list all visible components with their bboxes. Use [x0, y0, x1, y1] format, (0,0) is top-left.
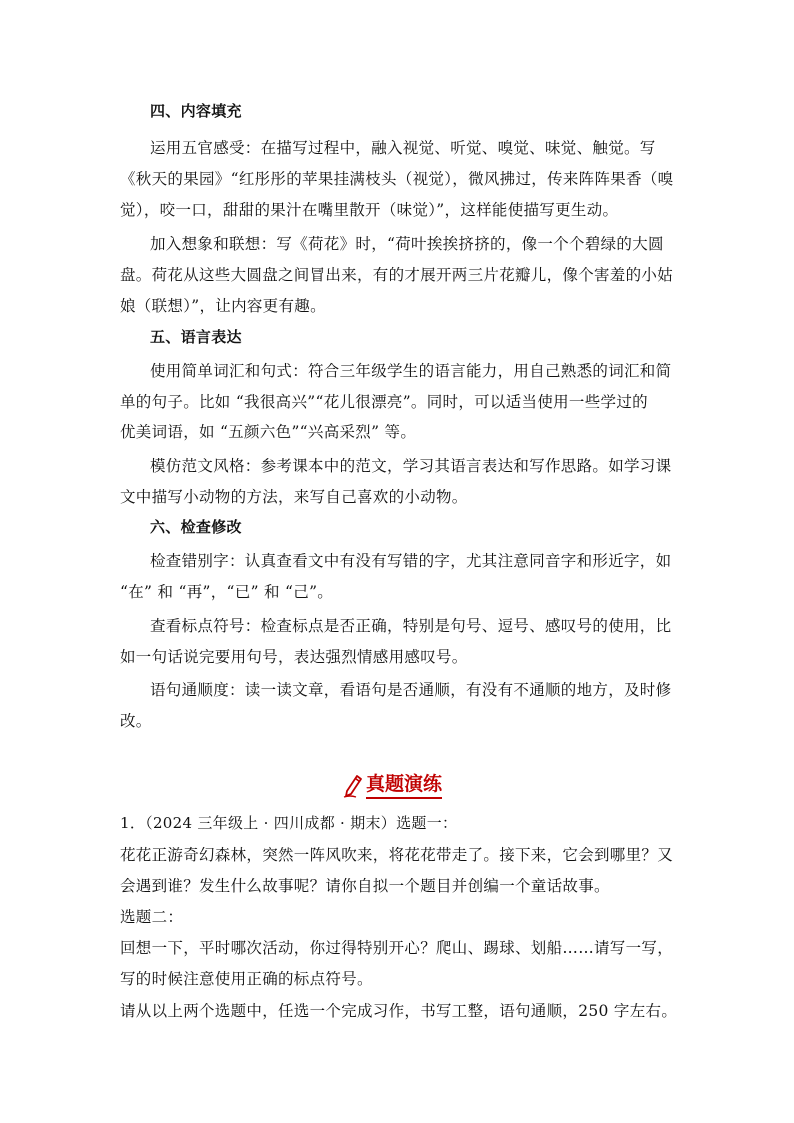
paragraph-line: 检查错别字：认真查看文中有没有写错的字，尤其注意同音字和形近字，如 — [150, 552, 672, 570]
section-heading-content: 四、内容填充 — [150, 102, 242, 120]
question-line: 选题二： — [120, 908, 184, 926]
paragraph-line: 优美词语，如 “五颜六色”“兴高采烈” 等。 — [120, 423, 417, 441]
question-line: 会遇到谁？发生什么故事呢？请你自拟一个题目并创编一个童话故事。 — [120, 877, 610, 895]
pencil-icon — [342, 774, 364, 798]
question-line: 请从以上两个选题中，任选一个完成习作，书写工整，语句通顺，250 字左右。 — [120, 1002, 678, 1020]
question-line: 回想一下，平时哪次活动，你过得特别开心？爬山、踢球、划船……请写一写， — [120, 939, 674, 957]
paragraph-line: 《秋天的果园》“红彤彤的苹果挂满枝头（视觉），微风拂过，传来阵阵果香（嗅 — [120, 170, 674, 188]
paragraph-line: 查看标点符号：检查标点是否正确，特别是句号、逗号、感叹号的使用，比 — [150, 617, 672, 635]
question-line: 写的时候注意使用正确的标点符号。 — [120, 970, 373, 988]
practice-title — [342, 772, 442, 800]
paragraph-line: 娘（联想）”，让内容更有趣。 — [120, 297, 326, 315]
paragraph-line: 文中描写小动物的方法，来写自己喜欢的小动物。 — [120, 488, 468, 506]
question-line: 花花正游奇幻森林，突然一阵风吹来，将花花带走了。接下来，它会到哪里？又 — [120, 846, 674, 864]
paragraph-line: 语句通顺度：读一读文章，看语句是否通顺，有没有不通顺的地方，及时修 — [150, 681, 672, 699]
paragraph-line: 单的句子。比如 “我很高兴”“花儿很漂亮”。同时，可以适当使用一些学过的 — [120, 393, 648, 411]
practice-title-text: 真题演练 — [366, 772, 442, 799]
paragraph-line: 觉），咬一口，甜甜的果汁在嘴里散开（味觉）”，这样能使描写更生动。 — [120, 201, 619, 219]
question-line: 1．（2024 三年级上 · 四川成都 · 期末）选题一： — [120, 814, 458, 832]
paragraph-line: 使用简单词汇和句式：符合三年级学生的语言能力，用自己熟悉的词汇和简 — [150, 362, 672, 380]
paragraph-line: 改。 — [120, 712, 152, 730]
paragraph-line: 运用五官感受：在描写过程中，融入视觉、听觉、嗅觉、味觉、触觉。写 — [150, 139, 656, 157]
section-heading-language: 五、语言表达 — [150, 328, 242, 346]
paragraph-line: “在” 和 “再”，“已” 和 “己”。 — [120, 583, 334, 601]
paragraph-line: 如一句话说完要用句号，表达强烈情感用感叹号。 — [120, 648, 468, 666]
paragraph-line: 加入想象和联想：写《荷花》时，“荷叶挨挨挤挤的，像一个个碧绿的大圆 — [150, 235, 664, 253]
section-heading-revise: 六、检查修改 — [150, 518, 242, 536]
paragraph-line: 模仿范文风格：参考课本中的范文，学习其语言表达和写作思路。如学习课 — [150, 457, 672, 475]
paragraph-line: 盘。荷花从这些大圆盘之间冒出来，有的才展开两三片花瓣儿，像个害羞的小姑 — [120, 266, 674, 284]
